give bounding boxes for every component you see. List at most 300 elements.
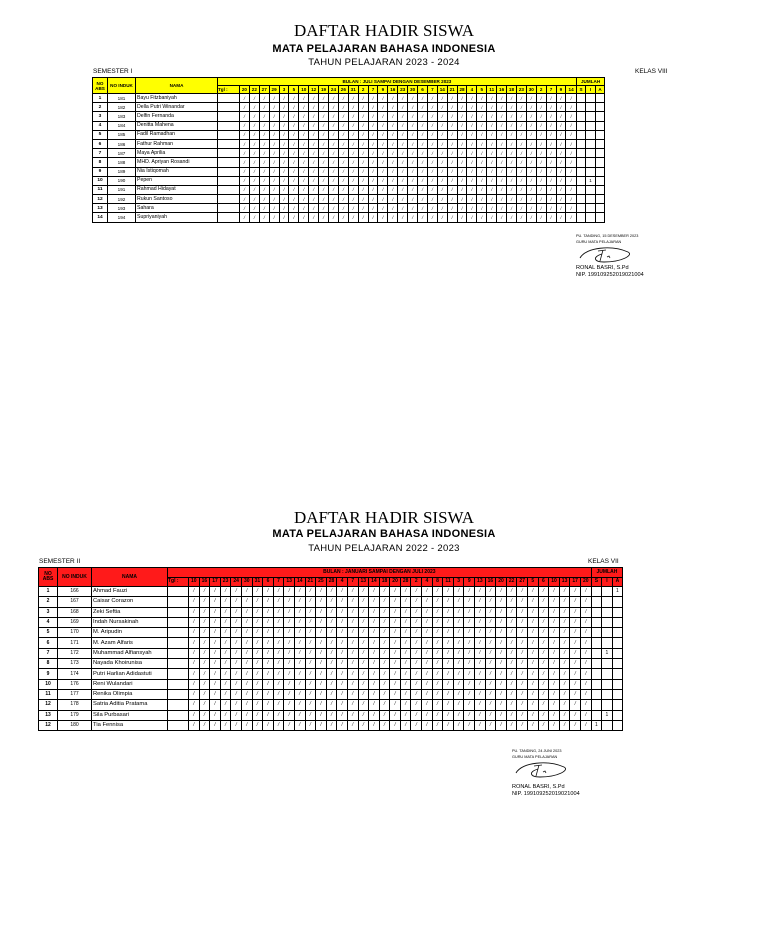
attendance-mark: / — [546, 204, 556, 213]
attendance-mark: / — [358, 720, 369, 730]
summary-s — [576, 195, 586, 204]
attendance-mark: / — [526, 158, 536, 167]
summary-s — [576, 213, 586, 222]
attendance-mark: / — [487, 112, 497, 121]
attendance-mark: / — [294, 597, 305, 607]
attendance-mark: / — [497, 149, 507, 158]
attendance-mark: / — [259, 213, 269, 222]
summary-s — [591, 587, 602, 597]
student-no-induk: 168 — [58, 607, 92, 617]
attendance-mark: / — [526, 94, 536, 103]
attendance-mark: / — [536, 185, 546, 194]
attendance-mark: / — [358, 103, 368, 112]
attendance-mark: / — [378, 121, 388, 130]
header-jumlah: JUMLAH — [591, 568, 623, 578]
summary-s — [576, 103, 586, 112]
attendance-mark: / — [506, 617, 517, 627]
attendance-mark: / — [400, 679, 411, 689]
summary-a — [612, 710, 623, 720]
class-label: KELAS VIII — [635, 68, 668, 75]
tgl-spacer — [168, 597, 189, 607]
attendance-mark: / — [422, 700, 433, 710]
attendance-mark: / — [475, 669, 486, 679]
attendance-mark: / — [559, 638, 570, 648]
attendance-mark: / — [210, 607, 221, 617]
attendance-mark: / — [368, 167, 378, 176]
attendance-mark: / — [464, 597, 475, 607]
attendance-mark: / — [337, 617, 348, 627]
attendance-mark: / — [559, 689, 570, 699]
attendance-mark: / — [240, 158, 250, 167]
attendance-mark: / — [516, 158, 526, 167]
attendance-mark: / — [453, 679, 464, 689]
date-cell: 30 — [241, 577, 252, 587]
tgl-spacer — [168, 587, 189, 597]
attendance-mark: / — [427, 139, 437, 148]
attendance-mark: / — [337, 597, 348, 607]
attendance-mark: / — [279, 195, 289, 204]
attendance-mark: / — [506, 700, 517, 710]
attendance-mark: / — [379, 607, 390, 617]
attendance-mark: / — [305, 659, 316, 669]
attendance-mark: / — [379, 597, 390, 607]
student-row — [39, 659, 623, 669]
attendance-mark: / — [464, 720, 475, 730]
attendance-mark: / — [369, 700, 380, 710]
attendance-mark: / — [305, 617, 316, 627]
student-name: Sila Purbasari — [92, 710, 168, 720]
attendance-mark: / — [388, 195, 398, 204]
attendance-mark: / — [348, 139, 358, 148]
attendance-mark: / — [259, 204, 269, 213]
attendance-mark: / — [358, 112, 368, 121]
attendance-mark: / — [329, 139, 339, 148]
attendance-mark: / — [538, 607, 549, 617]
attendance-mark: / — [580, 648, 591, 658]
attendance-mark: / — [418, 121, 428, 130]
attendance-mark: / — [580, 597, 591, 607]
date-cell: 9 — [378, 86, 388, 94]
attendance-mark: / — [549, 710, 560, 720]
attendance-mark: / — [453, 710, 464, 720]
attendance-mark: / — [546, 195, 556, 204]
attendance-mark: / — [189, 669, 200, 679]
attendance-mark: / — [536, 204, 546, 213]
tgl-spacer — [168, 710, 189, 720]
attendance-mark: / — [453, 720, 464, 730]
attendance-mark: / — [337, 669, 348, 679]
attendance-mark: / — [570, 720, 581, 730]
student-no-abs: 1 — [39, 587, 58, 597]
attendance-mark: / — [526, 204, 536, 213]
summary-a — [612, 648, 623, 658]
attendance-mark: / — [305, 597, 316, 607]
attendance-mark: / — [408, 195, 418, 204]
attendance-mark: / — [329, 195, 339, 204]
attendance-mark: / — [284, 659, 295, 669]
attendance-mark: / — [316, 607, 327, 617]
date-cell: 14 — [437, 86, 447, 94]
attendance-mark: / — [358, 597, 369, 607]
summary-a — [595, 195, 605, 204]
attendance-mark: / — [269, 94, 279, 103]
attendance-mark: / — [536, 103, 546, 112]
attendance-mark: / — [408, 158, 418, 167]
student-name: Delfin Fernanda — [136, 112, 218, 121]
summary-a — [612, 617, 623, 627]
attendance-mark: / — [378, 149, 388, 158]
attendance-mark: / — [249, 158, 259, 167]
summary-i — [586, 204, 596, 213]
attendance-mark: / — [570, 710, 581, 720]
attendance-mark: / — [457, 130, 467, 139]
attendance-mark: / — [398, 149, 408, 158]
attendance-mark: / — [566, 176, 576, 185]
attendance-mark: / — [329, 158, 339, 167]
attendance-mark: / — [408, 204, 418, 213]
attendance-mark: / — [241, 700, 252, 710]
attendance-mark: / — [536, 195, 546, 204]
attendance-mark: / — [453, 669, 464, 679]
attendance-mark: / — [398, 139, 408, 148]
summary-i — [602, 638, 613, 648]
attendance-mark: / — [443, 669, 454, 679]
attendance-mark: / — [299, 94, 309, 103]
student-no-abs: 2 — [39, 597, 58, 607]
summary-a — [612, 659, 623, 669]
student-name: Pepen — [136, 176, 218, 185]
attendance-mark: / — [289, 158, 299, 167]
attendance-mark: / — [457, 213, 467, 222]
attendance-mark: / — [528, 700, 539, 710]
attendance-mark: / — [538, 587, 549, 597]
attendance-mark: / — [309, 149, 319, 158]
attendance-mark: / — [453, 597, 464, 607]
date-cell: 24 — [231, 577, 242, 587]
student-row — [39, 700, 623, 710]
attendance-mark: / — [289, 185, 299, 194]
attendance-mark: / — [549, 669, 560, 679]
attendance-mark: / — [240, 185, 250, 194]
attendance-mark: / — [369, 607, 380, 617]
attendance-mark: / — [507, 121, 517, 130]
attendance-mark: / — [273, 679, 284, 689]
attendance-mark: / — [546, 176, 556, 185]
summary-i — [586, 130, 596, 139]
attendance-mark: / — [189, 617, 200, 627]
attendance-mark: / — [368, 130, 378, 139]
attendance-mark: / — [358, 587, 369, 597]
attendance-mark: / — [398, 158, 408, 167]
header-tgl-label: Tgl : — [168, 577, 189, 587]
date-cell: 16 — [199, 577, 210, 587]
attendance-mark: / — [528, 720, 539, 730]
attendance-mark: / — [516, 130, 526, 139]
teacher-name: RONAL BASRI, S.Pd — [512, 784, 565, 790]
attendance-mark: / — [329, 204, 339, 213]
attendance-mark: / — [457, 167, 467, 176]
attendance-mark: / — [570, 607, 581, 617]
attendance-mark: / — [427, 185, 437, 194]
date-cell: 2 — [536, 86, 546, 94]
attendance-mark: / — [517, 710, 528, 720]
attendance-mark: / — [284, 679, 295, 689]
attendance-mark: / — [427, 130, 437, 139]
summary-s — [591, 607, 602, 617]
attendance-mark: / — [388, 158, 398, 167]
date-cell: 20 — [580, 577, 591, 587]
date-cell: 5 — [477, 86, 487, 94]
summary-i — [602, 720, 613, 730]
attendance-mark: / — [189, 659, 200, 669]
attendance-mark: / — [528, 689, 539, 699]
attendance-mark: / — [294, 679, 305, 689]
attendance-mark: / — [570, 597, 581, 607]
attendance-mark: / — [241, 710, 252, 720]
attendance-mark: / — [348, 158, 358, 167]
attendance-mark: / — [418, 213, 428, 222]
attendance-mark: / — [570, 679, 581, 689]
attendance-mark: / — [358, 607, 369, 617]
attendance-mark: / — [189, 587, 200, 597]
attendance-mark: / — [240, 195, 250, 204]
attendance-mark: / — [220, 607, 231, 617]
summary-s — [591, 617, 602, 627]
attendance-mark: / — [263, 720, 274, 730]
attendance-mark: / — [329, 176, 339, 185]
date-cell: 5 — [528, 577, 539, 587]
student-no-abs: 10 — [93, 176, 108, 185]
attendance-mark: / — [299, 213, 309, 222]
attendance-mark: / — [496, 689, 507, 699]
attendance-mark: / — [566, 195, 576, 204]
student-row — [93, 130, 605, 139]
attendance-mark: / — [398, 213, 408, 222]
attendance-mark: / — [309, 213, 319, 222]
attendance-mark: / — [487, 204, 497, 213]
attendance-mark: / — [210, 638, 221, 648]
attendance-mark: / — [506, 628, 517, 638]
attendance-mark: / — [279, 167, 289, 176]
attendance-mark: / — [337, 679, 348, 689]
attendance-mark: / — [507, 149, 517, 158]
attendance-mark: / — [496, 597, 507, 607]
attendance-mark: / — [284, 628, 295, 638]
attendance-mark: / — [475, 710, 486, 720]
header-row — [39, 568, 623, 578]
attendance-mark: / — [411, 607, 422, 617]
attendance-mark: / — [390, 617, 401, 627]
attendance-mark: / — [284, 607, 295, 617]
summary-a — [612, 597, 623, 607]
attendance-mark: / — [447, 149, 457, 158]
date-cell: 23 — [220, 577, 231, 587]
attendance-mark: / — [294, 720, 305, 730]
attendance-mark: / — [507, 176, 517, 185]
attendance-mark: / — [299, 158, 309, 167]
attendance-mark: / — [388, 167, 398, 176]
student-no-induk: 189 — [108, 167, 136, 176]
attendance-mark: / — [338, 130, 348, 139]
attendance-mark: / — [398, 185, 408, 194]
attendance-mark: / — [422, 689, 433, 699]
student-no-abs: 4 — [93, 121, 108, 130]
attendance-mark: / — [506, 597, 517, 607]
attendance-mark: / — [485, 607, 496, 617]
attendance-mark: / — [437, 139, 447, 148]
attendance-mark: / — [390, 669, 401, 679]
attendance-mark: / — [467, 130, 477, 139]
attendance-mark: / — [418, 112, 428, 121]
student-no-induk: 188 — [108, 158, 136, 167]
attendance-mark: / — [432, 587, 443, 597]
attendance-mark: / — [485, 648, 496, 658]
attendance-mark: / — [305, 689, 316, 699]
attendance-mark: / — [485, 669, 496, 679]
student-name: Sahara — [136, 204, 218, 213]
date-cell: 7 — [347, 577, 358, 587]
attendance-mark: / — [496, 638, 507, 648]
teacher-nip: NIP. 199109252019021004 — [576, 272, 644, 278]
attendance-mark: / — [347, 648, 358, 658]
summary-label: A — [595, 86, 605, 94]
student-row — [93, 94, 605, 103]
attendance-mark: / — [432, 679, 443, 689]
attendance-mark: / — [259, 103, 269, 112]
summary-a — [595, 121, 605, 130]
attendance-mark: / — [398, 112, 408, 121]
attendance-mark: / — [289, 130, 299, 139]
attendance-mark: / — [443, 679, 454, 689]
summary-i — [602, 700, 613, 710]
attendance-mark: / — [408, 94, 418, 103]
attendance-mark: / — [347, 638, 358, 648]
attendance-mark: / — [299, 176, 309, 185]
student-no-abs: 12 — [93, 195, 108, 204]
date-cell: 22 — [506, 577, 517, 587]
attendance-mark: / — [284, 720, 295, 730]
tgl-spacer — [218, 112, 240, 121]
attendance-mark: / — [411, 659, 422, 669]
attendance-mark: / — [240, 176, 250, 185]
student-no-abs: 7 — [39, 648, 58, 658]
summary-label: S — [576, 86, 586, 94]
student-name: Ahmad Fauzi — [92, 587, 168, 597]
summary-label: A — [612, 577, 623, 587]
attendance-mark: / — [241, 648, 252, 658]
attendance-mark: / — [432, 659, 443, 669]
attendance-mark: / — [388, 185, 398, 194]
attendance-mark: / — [378, 185, 388, 194]
attendance-mark: / — [528, 679, 539, 689]
student-name: Maya Aprilia — [136, 149, 218, 158]
attendance-mark: / — [437, 130, 447, 139]
attendance-mark: / — [418, 139, 428, 148]
attendance-table — [92, 77, 605, 223]
attendance-mark: / — [240, 167, 250, 176]
attendance-mark: / — [199, 617, 210, 627]
attendance-mark: / — [273, 669, 284, 679]
attendance-mark: / — [284, 700, 295, 710]
attendance-mark: / — [507, 167, 517, 176]
attendance-mark: / — [546, 112, 556, 121]
attendance-mark: / — [289, 213, 299, 222]
date-cell: 17 — [210, 577, 221, 587]
attendance-mark: / — [559, 617, 570, 627]
attendance-mark: / — [457, 112, 467, 121]
attendance-mark: / — [526, 167, 536, 176]
semester-label: SEMESTER II — [39, 558, 81, 565]
attendance-mark: / — [294, 638, 305, 648]
attendance-mark: / — [279, 103, 289, 112]
attendance-mark: / — [422, 720, 433, 730]
attendance-mark: / — [549, 597, 560, 607]
attendance-mark: / — [453, 628, 464, 638]
summary-i — [586, 121, 596, 130]
attendance-mark: / — [390, 628, 401, 638]
attendance-mark: / — [497, 213, 507, 222]
date-cell: 4 — [337, 577, 348, 587]
attendance-mark: / — [294, 710, 305, 720]
attendance-mark: / — [390, 700, 401, 710]
student-name: Denitta Mahena — [136, 121, 218, 130]
attendance-mark: / — [477, 204, 487, 213]
attendance-mark: / — [299, 139, 309, 148]
attendance-mark: / — [210, 587, 221, 597]
attendance-mark: / — [411, 597, 422, 607]
attendance-mark: / — [273, 689, 284, 699]
attendance-mark: / — [231, 679, 242, 689]
attendance-mark: / — [294, 700, 305, 710]
attendance-mark: / — [289, 112, 299, 121]
attendance-mark: / — [422, 597, 433, 607]
attendance-mark: / — [546, 139, 556, 148]
attendance-mark: / — [580, 628, 591, 638]
attendance-mark: / — [477, 130, 487, 139]
attendance-mark: / — [294, 669, 305, 679]
attendance-mark: / — [378, 213, 388, 222]
date-cell: 4 — [467, 86, 477, 94]
attendance-mark: / — [443, 607, 454, 617]
date-cell: 25 — [316, 577, 327, 587]
attendance-mark: / — [189, 689, 200, 699]
attendance-mark: / — [432, 689, 443, 699]
attendance-mark: / — [210, 720, 221, 730]
student-name: Nayada Khoirunisa — [92, 659, 168, 669]
attendance-mark: / — [580, 689, 591, 699]
attendance-mark: / — [559, 700, 570, 710]
attendance-mark: / — [570, 700, 581, 710]
attendance-mark: / — [538, 679, 549, 689]
attendance-mark: / — [418, 204, 428, 213]
attendance-mark: / — [477, 158, 487, 167]
attendance-mark: / — [528, 659, 539, 669]
attendance-mark: / — [358, 176, 368, 185]
date-cell: 2 — [358, 86, 368, 94]
attendance-mark: / — [432, 669, 443, 679]
attendance-mark: / — [556, 139, 566, 148]
attendance-mark: / — [411, 587, 422, 597]
attendance-mark: / — [516, 149, 526, 158]
summary-s — [591, 597, 602, 607]
attendance-mark: / — [559, 669, 570, 679]
attendance-mark: / — [517, 617, 528, 627]
attendance-mark: / — [437, 149, 447, 158]
attendance-mark: / — [506, 679, 517, 689]
student-no-abs: 1 — [93, 94, 108, 103]
summary-i — [586, 103, 596, 112]
attendance-mark: / — [398, 176, 408, 185]
